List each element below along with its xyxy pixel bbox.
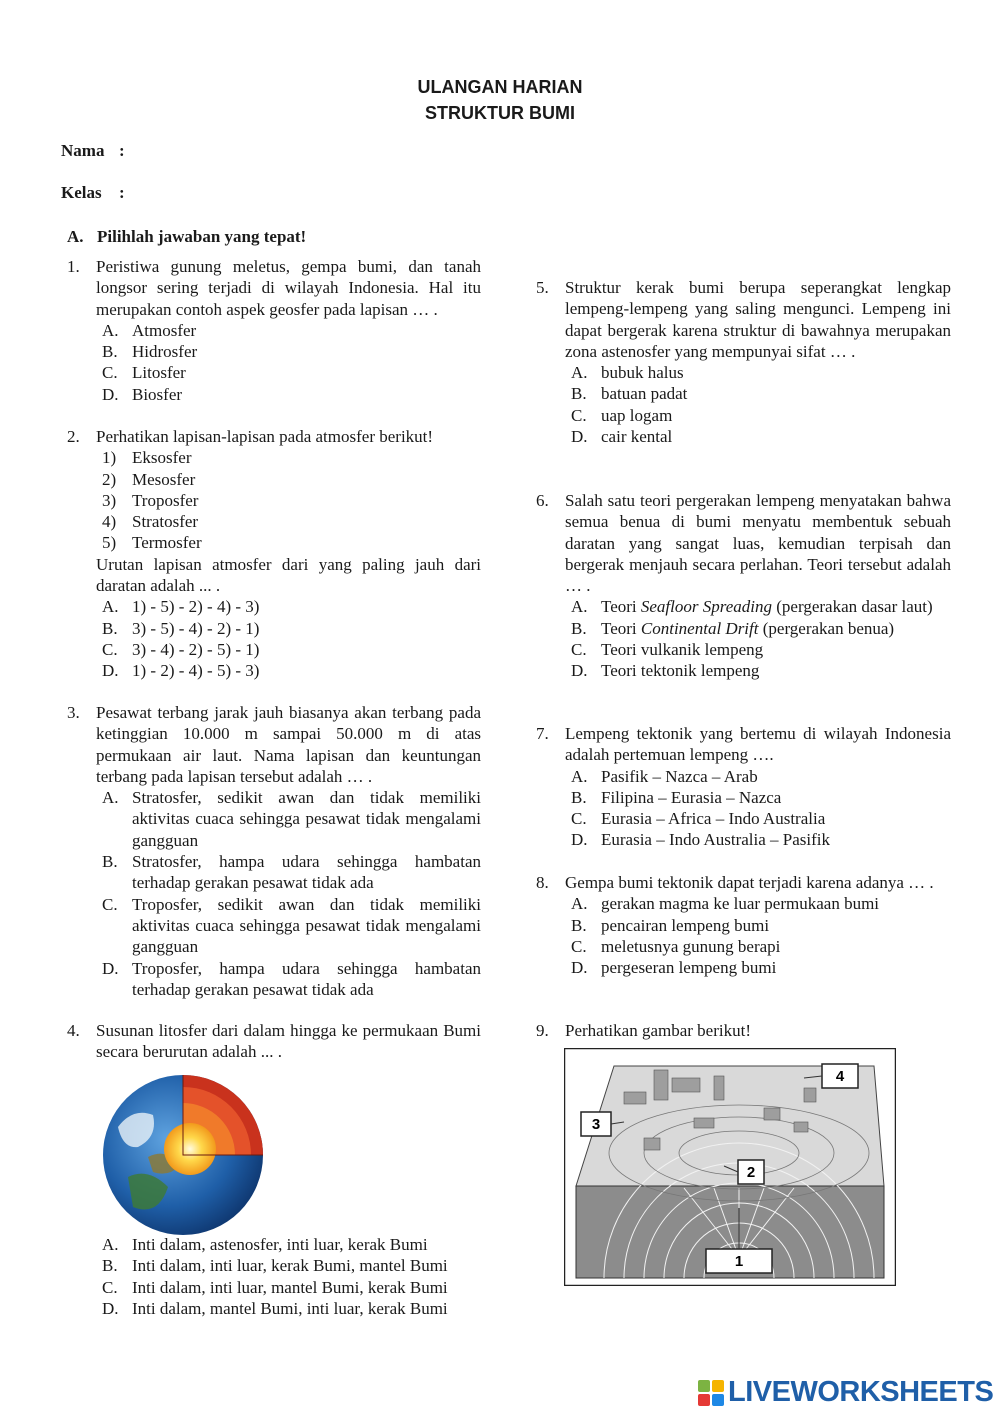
inner-core [164, 1123, 216, 1175]
option-text: Pasifik – Nazca – Arab [601, 766, 758, 786]
logo-tile-green [698, 1380, 710, 1392]
option-label: C. [571, 936, 587, 956]
item-text: Stratosfer [132, 512, 199, 532]
option-label: B. [102, 618, 118, 638]
option-label: B. [102, 342, 118, 362]
question-number: 1. [67, 257, 80, 276]
option-text: Troposfer, hampa udara sehingga hambatan terhadap gerakan pesawat tidak ada [132, 958, 481, 999]
option-d[interactable] [67, 384, 481, 405]
option-text: Teori [601, 618, 641, 638]
kelas-label: Kelas [61, 183, 102, 202]
page-subtitle: STRUKTUR BUMI [425, 103, 575, 123]
option-b[interactable] [67, 1255, 481, 1276]
option-text: Troposfer, sedikit awan dan tidak memiliki aktivitas cuaca sehingga pesawat tidak mengalami gangguan [132, 894, 481, 957]
option-b[interactable] [67, 618, 481, 639]
question-7 [536, 723, 951, 851]
option-a[interactable] [67, 787, 481, 851]
question-number: 5. [536, 278, 549, 297]
option-b[interactable] [536, 915, 951, 936]
option-text: Inti dalam, astenosfer, inti luar, kerak Bumi [132, 1235, 428, 1254]
earth-cutaway-image [98, 1067, 268, 1237]
option-label: A. [571, 597, 588, 617]
option-text: pencairan lempeng bumi [601, 915, 770, 935]
item-label: 5) [102, 533, 117, 553]
option-a[interactable] [67, 596, 481, 617]
option-text: Inti dalam, inti luar, mantel Bumi, kerak Bumi [132, 1277, 448, 1297]
option-label: D. [102, 384, 119, 404]
question-number: 6. [536, 491, 549, 510]
option-c[interactable] [536, 808, 951, 829]
option-label: C. [102, 1277, 118, 1297]
option-d[interactable] [67, 958, 481, 1001]
logo-tile-red [698, 1394, 710, 1406]
option-text: Teori [601, 597, 641, 617]
option-label: A. [102, 320, 119, 340]
option-c[interactable] [536, 936, 951, 957]
list-item [67, 511, 481, 532]
option-d[interactable] [536, 426, 951, 447]
list-item [67, 447, 481, 468]
option-label: A. [102, 1235, 119, 1254]
option-text: 3) - 5) - 4) - 2) - 1) [132, 618, 260, 638]
option-a[interactable] [536, 766, 951, 787]
section-heading [67, 226, 306, 247]
logo-tile-blue [712, 1394, 724, 1406]
kelas-colon: : [119, 183, 125, 202]
brand-name: LIVEWORKSHEETS [728, 1376, 994, 1409]
liveworksheets-logo-icon [698, 1380, 724, 1406]
option-theory-name: Seafloor Spreading [640, 597, 773, 617]
option-text: pergeseran lempeng bumi [601, 958, 777, 978]
option-a[interactable] [536, 893, 951, 914]
list-item [67, 469, 481, 490]
section-instruction: Pilihlah jawaban yang tepat! [97, 227, 307, 246]
option-text: meletusnya gunung berapi [601, 936, 781, 956]
option-label: B. [571, 384, 587, 404]
question-stem: Perhatikan lapisan-lapisan pada atmosfer berikut! [96, 427, 434, 446]
question-stem: Peristiwa gunung meletus, gempa bumi, dan tanah longsor sering terjadi di wilayah Indonesia. Hal itu merupakan contoh aspek geosfer pada lapisan … . [96, 257, 481, 319]
option-c[interactable] [67, 639, 481, 660]
diagram-label-4: 4 [835, 1068, 845, 1085]
option-label: B. [571, 618, 587, 638]
item-label: 2) [102, 469, 117, 489]
option-label: C. [571, 809, 587, 829]
question-number: 3. [67, 703, 80, 722]
section-letter: A. [67, 227, 84, 246]
option-b[interactable] [67, 851, 481, 894]
option-label: D. [571, 830, 588, 850]
option-text: Stratosfer, hampa udara sehingga hambatan terhadap gerakan pesawat tidak ada [132, 852, 481, 893]
option-label: A. [102, 788, 119, 808]
option-b[interactable] [67, 341, 481, 362]
option-d[interactable] [67, 660, 481, 681]
option-text: 1) - 5) - 2) - 4) - 3) [132, 597, 260, 617]
question-number: 9. [536, 1021, 549, 1040]
option-text: cair kental [601, 427, 673, 447]
page-title: ULANGAN HARIAN [417, 77, 583, 97]
question-stem: Struktur kerak bumi berupa seperangkat lengkap lempeng-lempeng yang saling mengunci. Lempeng ini dapat bergerak karena struktur di bawahnya merupakan zona astenosfer yang mempunyai sifat … . [565, 278, 951, 361]
list-item [67, 490, 481, 511]
option-text: Inti dalam, inti luar, kerak Bumi, mantel Bumi [132, 1256, 448, 1276]
option-a[interactable] [67, 320, 481, 341]
option-a[interactable] [536, 596, 951, 617]
option-label: B. [571, 787, 587, 807]
option-label: A. [571, 894, 588, 914]
question-5 [536, 277, 951, 447]
diagram-label-3: 3 [591, 1116, 601, 1133]
nama-field[interactable] [61, 140, 125, 161]
option-label: D. [102, 661, 119, 681]
option-text: (pergerakan dasar laut) [772, 597, 933, 617]
option-label: D. [571, 427, 588, 447]
option-label: B. [571, 915, 587, 935]
option-label: C. [102, 894, 118, 914]
option-text: bubuk halus [601, 363, 684, 383]
option-text: (pergerakan benua) [758, 618, 895, 638]
option-d[interactable] [67, 1298, 481, 1319]
item-label: 3) [102, 490, 117, 510]
option-label: D. [102, 958, 119, 978]
earthquake-diagram [564, 1048, 896, 1286]
question-3 [67, 702, 481, 1000]
option-text: Biosfer [132, 384, 183, 404]
logo-tile-yellow [712, 1380, 724, 1392]
option-label: D. [102, 1298, 119, 1318]
option-text: Atmosfer [132, 320, 197, 340]
question-stem: Lempeng tektonik yang bertemu di wilayah Indonesia adalah pertemuan lempeng …. [565, 724, 951, 765]
question-number: 4. [67, 1021, 80, 1040]
option-b[interactable] [536, 383, 951, 404]
option-text: Teori vulkanik lempeng [601, 640, 764, 660]
question-number: 2. [67, 427, 80, 446]
question-stem-continued: Urutan lapisan atmosfer dari yang paling jauh dari daratan adalah ... . [96, 554, 481, 596]
question-9 [536, 1020, 951, 1041]
option-text: Stratosfer, sedikit awan dan tidak memiliki aktivitas cuaca sehingga pesawat tidak mengalami gangguan [132, 788, 481, 850]
liveworksheets-brand[interactable] [698, 1376, 993, 1410]
nama-colon: : [119, 141, 125, 160]
question-stem: Pesawat terbang jarak jauh biasanya akan terbang pada ketinggian 10.000 m sampai 50.000 m di atas permukaan air laut. Nama lapisan dan keuntungan terbang pada lapisan tersebut adalah … . [96, 703, 481, 786]
option-label: D. [571, 958, 588, 978]
option-label: C. [102, 639, 118, 659]
option-label: D. [571, 661, 588, 681]
option-text: gerakan magma ke luar permukaan bumi [601, 894, 880, 914]
option-text: Eurasia – Africa – Indo Australia [601, 809, 826, 829]
option-label: C. [571, 405, 587, 425]
question-stem: Susunan litosfer dari dalam hingga ke permukaan Bumi secara berurutan adalah ... . [96, 1021, 481, 1062]
item-text: Termosfer [132, 533, 202, 553]
option-label: A. [571, 363, 588, 383]
item-text: Mesosfer [132, 469, 196, 489]
item-text: Troposfer [132, 490, 199, 510]
option-b[interactable] [536, 618, 951, 639]
diagram-label-2: 2 [746, 1164, 756, 1181]
question-stem: Perhatikan gambar berikut! [565, 1021, 751, 1040]
nama-label: Nama [61, 141, 105, 160]
option-text: batuan padat [601, 384, 688, 404]
kelas-field[interactable] [61, 182, 125, 203]
option-a[interactable] [67, 1234, 481, 1255]
option-c[interactable] [67, 1277, 481, 1298]
item-text: Eksosfer [132, 448, 192, 468]
option-c[interactable] [67, 362, 481, 383]
item-label: 1) [102, 448, 117, 468]
option-c[interactable] [67, 894, 481, 958]
option-text: Hidrosfer [132, 342, 198, 362]
option-label: C. [102, 363, 118, 383]
option-text: 1) - 2) - 4) - 5) - 3) [132, 661, 260, 681]
option-text: Filipina – Eurasia – Nazca [601, 787, 782, 807]
option-text: Litosfer [132, 363, 186, 383]
option-c[interactable] [536, 639, 951, 660]
option-text: 3) - 4) - 2) - 5) - 1) [132, 639, 260, 659]
option-d[interactable] [536, 829, 951, 850]
question-number: 7. [536, 724, 549, 743]
question-4-options [67, 1234, 481, 1319]
option-text: uap logam [601, 405, 673, 425]
option-label: A. [102, 597, 119, 617]
option-text: Teori tektonik lempeng [601, 661, 760, 681]
question-4 [67, 1020, 481, 1063]
question-stem: Gempa bumi tektonik dapat terjadi karena adanya … . [565, 873, 934, 892]
question-number: 8. [536, 873, 549, 892]
list-item [67, 532, 481, 553]
option-label: B. [102, 852, 118, 872]
option-label: C. [571, 640, 587, 660]
question-2 [67, 426, 481, 682]
option-d[interactable] [536, 660, 951, 681]
option-theory-name: Continental Drift [640, 618, 759, 638]
option-text: Eurasia – Indo Australia – Pasifik [601, 830, 830, 850]
question-1 [67, 256, 481, 405]
question-stem: Salah satu teori pergerakan lempeng menyatakan bahwa semua benua di bumi menyatu membentuk sebuah daratan yang sangat luas, kemudian terpisah dan bergerak menjauh secara perlahan. Teori tersebut adalah … . [565, 491, 951, 596]
option-label: B. [102, 1256, 118, 1276]
question-6 [536, 490, 951, 682]
question-8 [536, 872, 951, 978]
option-a[interactable] [536, 362, 951, 383]
option-label: A. [571, 766, 588, 786]
option-d[interactable] [536, 957, 951, 978]
option-text: Inti dalam, mantel Bumi, inti luar, kerak Bumi [132, 1298, 448, 1318]
option-c[interactable] [536, 405, 951, 426]
diagram-label-1: 1 [734, 1253, 744, 1270]
option-b[interactable] [536, 787, 951, 808]
item-label: 4) [102, 512, 117, 532]
